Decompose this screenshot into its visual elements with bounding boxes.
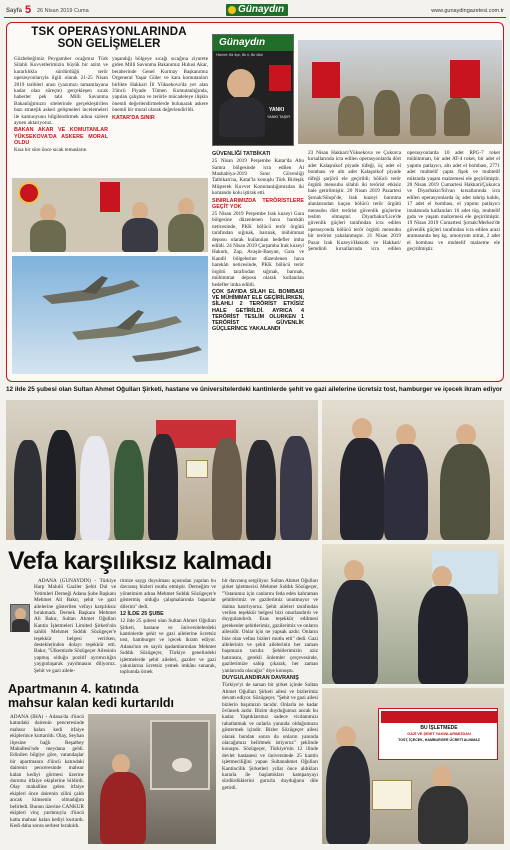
text: yaşandığı bölgeye sıcağı sıcağına ziyarete giden Milli Savunma Bakanımız Hulusi Akar, beraberinde Genel Kurmay Başkanımız Orgeneral Yaşar Güler ve kara komutanları birlikte Hakkari İli Yüksekova'da yer alan 3'üncü Piyade Tümen Komutanlığında, yapılan çalışma ve terörle mücadeleye ilişkin önemli değerlendirmelerde bulunarak askere önemli bir moral olarak değerlendirildi.: [112, 56, 208, 114]
cover-tagline: Hizmet: Bir ilçe, Bir il, Bir ülke: [216, 53, 263, 57]
website-link[interactable]: www.gunaydingazetesi.com.tr: [431, 8, 504, 14]
story-tsk-col-2: [112, 56, 208, 174]
subheading: SINIRLARIMIZDA TERÖRİSTLERE GEÇİT YOK: [212, 197, 304, 210]
text: rimize saygı duyulması açısından yapılan bu davranış bizleri mutlu etmiştir. Derneğim ve yönetimim adına Mehmet Sıddık Sözügeçer'e göstermiş olduğu çalışmalarında başarılar dilerim" dedi.: [120, 578, 216, 610]
newspaper-logo: [226, 4, 288, 16]
certificate-banner-photo: [322, 688, 504, 844]
headline-line-1: Apartmanın 4. katında: [8, 682, 139, 696]
rescuer: [100, 772, 146, 844]
portrait-head: [227, 69, 255, 99]
cover-side-sub: YANKI TAŞIR: [267, 115, 290, 119]
story-vefa-col-3: [222, 578, 318, 842]
text: ADANA (İHA) - Adana'da 4'üncü katındaki dairenin penceresinde mahsur kalan kedi itfaiye ekiplerince kurtarıldı. Olay, Seyhan ilçesine bağlı Reşatbey Mahallesi'nde meydana geldi. Edinilen bilgiye göre, vatandaşlar bir apartmanın 4'üncü katındaki dairenin penceresinde mahsur kalan kediyi görmesi üzerine durumu itfaiye ekiplerine bildirdi. Olay mahalline gelen itfaiye ekipleri önce dairenin zilini çaldı ancak kimsenin olmadığını belirledi. Bunun üzerine CANKUR ekipleri vinç yardımıyla 4'üncü katta mahsur kalan kediyi kurtardı. Kedi daha sonra serbest bırakıldı.: [10, 714, 84, 829]
subheading: DUYGULANDIRAN DAVRANIŞ: [222, 675, 299, 682]
page-header: [4, 4, 506, 18]
soldier: [338, 96, 364, 136]
banner-line-3: TOST, İÇECEK, HAMBURGER ÜCRETİ ALINMAZ: [398, 738, 480, 742]
person-head: [432, 766, 452, 788]
person-head: [456, 424, 476, 446]
headline-line-1: TSK OPERASYONLARINDA: [31, 26, 187, 38]
person-head: [396, 424, 416, 446]
author-photo: [10, 604, 30, 632]
story-tsk-col-1: [14, 56, 108, 174]
person: [80, 436, 110, 540]
author-body: [12, 619, 29, 632]
person-head: [336, 726, 356, 748]
jet-icon: [12, 256, 208, 374]
soldiers-flag-photo: [298, 40, 502, 144]
official: [168, 214, 204, 252]
text: bir davranış sergiliyor. Sultan Ahmet Oğulları şirket işletmecisi Mehmet Sıddık Sözügeçer, "Vatanımız için canlarını feda eden kahraman şehitlerimiz ve gazilerimiz unutmuyor ve daima hatırlıyoruz. Şehit aileleri tarafından verilen teşekkür belgesi bizi onurlandırdı ve duygulandırdı. Esas teşekkür edilmesi gerekenler şehitlerimiz, gazilerimiz ve onların ailesidir. Onlar için ne yapsak azdır. Onların bize olan vefası bizleri mutlu etti" dedi. Gazi ailelerinin ve şehit ailelerinin her zaman başımızın tacıdır. Şehitlerimizin aziz hatırasını, gerekli önlemler çerçevesinde, gazilerimize sahip çıkarak, her zaman yanlarında olacağız" diye konuştu.: [222, 578, 318, 674]
person-head: [352, 418, 372, 440]
story-tsk-headline: [14, 26, 204, 50]
info-banner: [378, 708, 498, 760]
person: [148, 434, 178, 540]
officials-meeting-photo: [12, 178, 208, 252]
person: [114, 440, 144, 540]
plaque: [186, 460, 208, 478]
headline-line-2: mahsur kalan kedi kurtarıldı: [8, 696, 175, 710]
group-photo-plaque: [6, 400, 318, 540]
handshake-photo: [322, 400, 504, 540]
portrait-body: [219, 97, 265, 137]
story-vefa-col-2: [120, 578, 216, 676]
page-label: Sayfa: [6, 8, 23, 14]
flag-icon: [381, 711, 497, 723]
emblem-icon: [18, 182, 40, 204]
person: [418, 586, 468, 684]
cover-logo: Günaydın: [219, 37, 266, 48]
rescuer-head: [112, 754, 130, 774]
banner-line-2: GAZİ VE ŞEHİT YAKINLARIMIZDAN: [407, 732, 471, 736]
subheading: BAKAN AKAR VE KOMUTANLAR YÜKSEKOVA'DA ASKERE MORAL OLDU: [14, 127, 108, 146]
cover-logo-bar: [213, 35, 294, 51]
cat-rescue-photo: [88, 714, 216, 844]
story-cat-rescue-body: [10, 714, 84, 844]
text: Kısa bir süre önce sıcak temasların: [14, 147, 87, 154]
text: 25 Nisan 2019 Perşembe Katar'da Abu Samra bölgesinde icra edilen Al Mashabiya-2019 Sınır Güvenliği Tatbikatı'na, Katar'la konuşlu Türk Birleşik Müşterek Kuvvet Komutanlığımızdan iki komando kolu iştirak etti.: [212, 158, 304, 197]
cat-icon: [172, 758, 192, 772]
cover-side-flag: [269, 65, 291, 91]
certificate: [372, 780, 412, 810]
story-tsk-col-4: [308, 150, 500, 378]
story-vefa-headline: Vefa karşılıksız kalmadı: [8, 547, 272, 575]
story-vefa-col-1: [34, 578, 116, 676]
window: [150, 720, 210, 790]
newspaper-cover-image: [212, 34, 294, 146]
person: [340, 438, 384, 540]
person: [46, 430, 76, 540]
strip-caption: 12 ilde 25 şubesi olan Sultan Ahmet Oğulları Şirketi, hastane ve üniversitelerdeki kantinlerde şehit ve gazi ailelerine ücretsiz tost, hamburger ve içecek ikram ediyor: [6, 386, 503, 393]
cover-yanki: YANKI: [269, 107, 285, 113]
story-cat-rescue-headline: [8, 682, 218, 710]
text: 25 Nisan 2019 Perşembe Irak kuzeyi Gara bölgesine düzenlenen hava harekâtı neticesinde, PKK bölücü terör örgütü tarafından sığınak, barınak, mühimmat deposu olarak kullanılan hedefler imha edildi. 24 Nisan 2019 Çarşamba Irak kuzeyi Hakurk, Zap, Avaşin-Basyan, Gara ve Kandil bölgelerine düzenlenen hava harekâtı neticesinde, PKK bölücü terör örgütü tarafından sığınak, barınak, mühimmat deposu olarak kullanılan hedefler imha edildi.: [212, 211, 304, 288]
flag-icon: [312, 62, 340, 98]
subheading: 12 İLDE 25 ŞUBE: [120, 611, 164, 618]
text: Gözbebeğimiz Peygamber ocağımız Türk Silahlı Kuvvetlerimizin büyük bir azim ve kararlılıkla sürdürdüğü terör operasyonlarıyla ilgili olarak 21-25 Nisan 2019 tarihleri arası (yazımızı tamamlayana kadar olan süreçte) gerçekleşen sıcak haberler pek tabi Milli Savunma Bakanlığımızın sitelerinde gerçekleştirilen bazı stratejik askeri gelişmeleri incelemeleri ile kamuoyunu bilgilendirmek adına sizlere aynen aktarıyoruz.: [14, 56, 108, 127]
person: [384, 444, 428, 540]
soldier: [374, 90, 400, 136]
flag-icon: [100, 182, 120, 212]
soldier: [410, 94, 436, 136]
businessman-hall-photo: [322, 544, 504, 684]
logo-text: Günaydın: [238, 4, 285, 15]
official: [122, 218, 158, 252]
person: [212, 438, 242, 540]
subheading: ÇOK SAYIDA SİLAH EL BOMBASI VE MÜHİMMAT ELE GEÇİRİLİRKEN, SİLAHLI 2 TERÖRİST ETKİSİZ HALE GETİRİLDİ. AYRICA 4 TERÖRİST TESLİM OLURKEN 1 TERÖRİST GÜVENLİK GÜÇLERİNCE YAKALANDI: [212, 288, 304, 333]
person: [326, 746, 370, 844]
banner-line-1: BU İŞLETMEDE: [420, 725, 458, 731]
story-tsk-col-3: [212, 150, 304, 380]
person: [14, 440, 42, 540]
subheading: GÜVENLİĞİ TATBİKATI: [212, 151, 271, 157]
person-head: [432, 566, 452, 588]
page-number: 5: [25, 4, 32, 16]
fighter-jets-photo: [12, 256, 208, 374]
person: [246, 440, 276, 540]
subheading: KATAR'DA SINIR: [112, 114, 155, 121]
text: 12 ilde 25 şubesi olan Sultan Ahmet Oğulları Şirketi, hastane ve üniversitelerdeki kantinlerde şehit ve gazi ailelerine ücretsiz tost, hamburger ve içecek ikram ediyor. Adana'nın en sayılı işadamlarından Mehmet Sıddık Sözügeçer, Türkiye genelindeki işletmelerde şehit aileleri, gaziler ve gazi yakınlarına ücretsiz yemek imkânı sunarak, toplumda örnek: [120, 618, 216, 676]
text: Türkiye'yi de sarsan bir şirket içinde Sultan Ahmet Oğulları Şirketi ailesi ve bizlerimiz devam ediyor. Sözügeçer, "Şehit ve gazi ailesi bizlerin başımızın tacıdır. Onlarla ne kadar övünsek azdır. Bizim duyduğumuz ancak bu kadar. Yaptıklarımız sadece vicdanımızı rahatlatmak ve onlarla yanında olduğumuzu göstermek içindir. Bizler Sözügeçer ailesi olarak bundan sonra da onların yanında olacağımızı belirtmek istiyoruz" şeklinde konuştu. Sözügeçer, Türkiye'nin 12 ilinde devlet hastanesi ve üniversitede 25 kantin işletmeciliğini yapan Sultanahmet Oğulları Kantincilik Şirketleri yıllar önce aldıkları kararla ile başlattıkları kampanyayı sürdürdüklerini gururla duyduğunu dile getirdi.: [222, 682, 318, 791]
person-head: [344, 560, 364, 582]
flag-icon: [450, 60, 480, 98]
official: [30, 220, 66, 252]
person: [440, 444, 490, 540]
text: ADANA (GÜNAYDIN) - Türkiye Harp Malulü Gaziler Şehit Dul ve Yetimleri Derneği Adana Şube Başkanı Mehmet Ali Bakır, şehit ve gazi ailelerine gösterilen vefayı karşılıksız bırakmadı. Dernek Başkanı Mehmet Ali Bakır, Sultan Ahmet Oğulları Kantin İşletmeleri Limited Şirketi'nin sahibi Mehmet Sıddık Sözügeçer'e teşekkür belgesi verirken, desteklerinden dolayı teşekkür etti. Bakır, "Ülkemizde Sözügeçer Ailesinin yapmış olduğu pozitif ayrımcılığın yaygınlaşarak yayılmasını diliyoruz. Şehit ve gazi ailele-: [34, 578, 116, 674]
headline-line-2: SON GELİŞMELER: [57, 38, 161, 50]
person: [332, 580, 378, 684]
soldier: [444, 98, 470, 136]
person: [418, 786, 468, 844]
issue-date: 26 Nisan 2019 Cuma: [37, 8, 89, 14]
text: 23 Nisan Hakkari/Yüksekova ve Çukurca kırsallarında icra edilen operasyonlarda dört adet Kalaşnikof piyade tüfeği, üç adet el bombası ve altı adet Kalaşnikof piyade tüfeği şarjörü ele geçirildi; bölücü terör örgütü mensubu silahlı iki terörist etkisiz hale getirilmiştir. 20 Nisan 2019 Pazartesi Şırnak/Silopi'de, Irak kuzeyi barınma alanlarından kaçan bölücü terör örgütü mensubu dört terörist güvenlik güçlerine teslim olmuştur. Diyarbakır/Lice'de güvenlik güçleri tarafından icra edilen operasyonda bölücü terör örgütü mensubu bir terörist yakalanmıştır. 21 Nisan 2019 Pazar Irak Kuzeyi/Hakurk ve Hakkari/Şemdinli kırsallarında icra edilen operasyonlarda 10 adet RPG-7 roket mühimmatı, bir adet AT-4 roket, bir adet el yapımı patlayıcı, altı adet el bombası, 2771 adet muhtelif çapta fişek ve muhtelif miktarda yaşam malzemesi ele geçirilmiştir. 20 Nisan 2019 Cumartesi Hakkari/Çukurca ve Diyarbakır/Silvan kırsallarında icra edilen operasyonlarda üç adet tahrip kalıbı, 17 adet el bombası, el yapımı patlayıcı imalatında kullanılan 16 adet tüp, muhtelif gıda ve yaşam malzemesi ele geçirilmiştir. 19 Nisan 2019 Cumartesi Şırnak/Merkez'de güvenlik güçleri tarafından icra edilen arazi aramasında beş kg. amonyum nitrat, 2 adet el bombası ve muhtelif malzeme ele geçirilmiştir.: [308, 150, 500, 253]
sun-icon: [228, 6, 236, 14]
person: [280, 436, 312, 540]
